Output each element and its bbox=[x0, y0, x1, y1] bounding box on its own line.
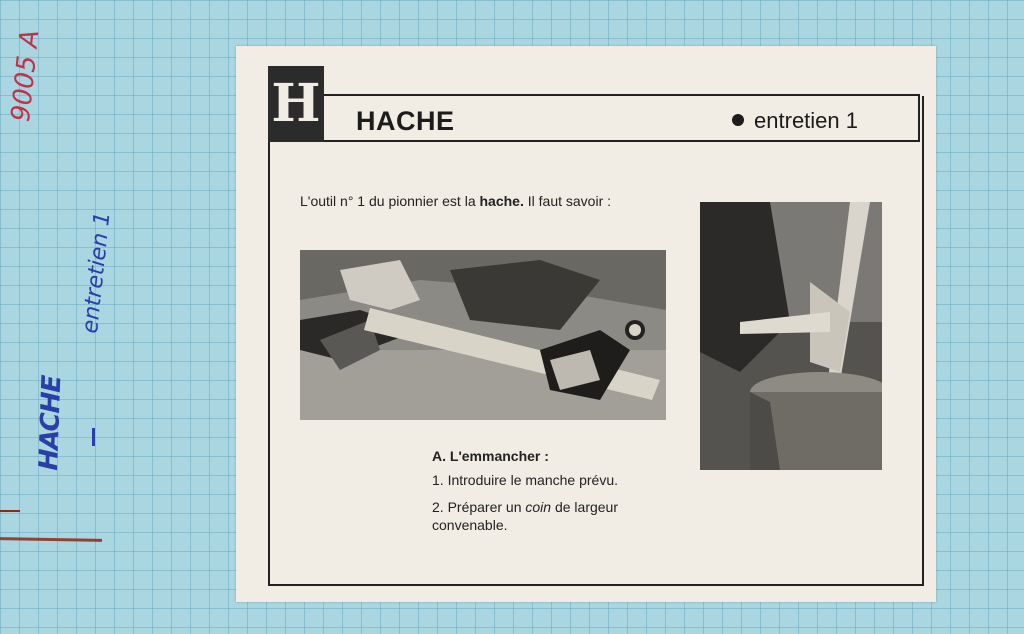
photo-axe-on-tree-stump bbox=[700, 202, 882, 470]
intro-text: L'outil n° 1 du pionnier est la hache. Il faut savoir : bbox=[300, 193, 612, 209]
letter-badge: H bbox=[268, 66, 324, 142]
card-title: HACHE bbox=[356, 106, 455, 136]
handwritten-title: HACHE bbox=[34, 375, 68, 472]
bullet-icon bbox=[732, 114, 744, 126]
handwritten-dash bbox=[92, 428, 95, 446]
card-header bbox=[268, 94, 920, 142]
handwritten-subtitle: entretien 1 bbox=[78, 210, 116, 335]
newspaper-clipping bbox=[236, 46, 936, 602]
step-2: 2. Préparer un coin de largeur convenable. bbox=[432, 499, 619, 533]
margin-tick bbox=[0, 510, 20, 512]
step-1: 1. Introduire le manche prévu. bbox=[432, 472, 618, 488]
handwritten-code: 9005 A bbox=[6, 28, 46, 124]
photo-hands-fitting-axe-handle bbox=[300, 250, 666, 420]
section-label: entretien 1 bbox=[732, 108, 858, 134]
margin-line bbox=[0, 537, 102, 542]
caption-heading: A. L'emmancher : bbox=[432, 448, 549, 464]
